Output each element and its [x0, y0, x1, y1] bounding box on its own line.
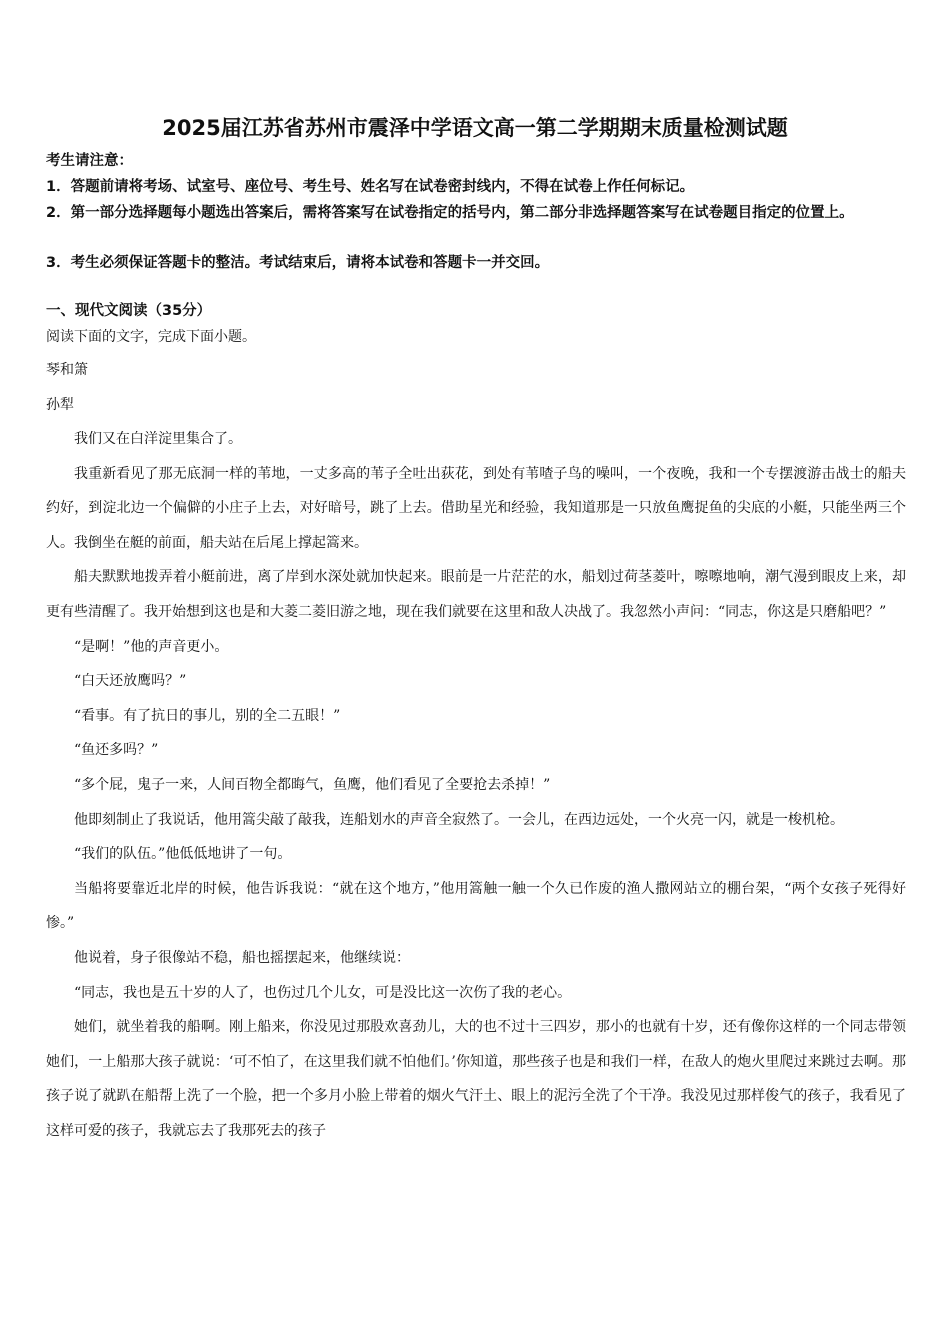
paragraph: “我们的队伍。”他低低地讲了一句。 [74, 846, 292, 863]
paragraph: 我重新看见了那无底洞一样的苇地，一丈多高的苇子全吐出荻花，到处有苇喳子鸟的噪叫，一个夜晚，我和一个专摆渡游击战士的船夫约好，到淀北边一个偏僻的小庄子上去，对好暗号，跳了上去。借助星光和经验，我知道那是一只放鱼鹰捉鱼的尖底的小艇，只能坐两三个人。我倒坐在艇的前面，船夫站在后尾上撑起篙来。 [46, 465, 906, 551]
paragraph: 我们又在白洋淀里集合了。 [74, 431, 242, 447]
reading-instruction: 阅读下面的文字，完成下面小题。 [46, 329, 256, 345]
notice-item-3: 3．考生必须保证答题卡的整洁。考试结束后，请将本试卷和答题卡一并交回。 [46, 255, 550, 271]
notice-item-1: 1．答题前请将考场、试室号、座位号、考生号、姓名写在试卷密封线内，不得在试卷上作任何标记。 [46, 179, 695, 195]
paragraph: 船夫默默地拨弄着小艇前进，离了岸到水深处就加快起来。眼前是一片茫茫的水，船划过荷茎菱叶，嚓嚓地响，潮气漫到眼皮上来，却更有些清醒了。我开始想到这也是和大菱二菱旧游之地，现在我们就要在这里和敌人决战了。我忽然小声问：“同志，你这是只磨船吧？” [46, 569, 906, 620]
paragraph: “是啊！”他的声音更小。 [74, 638, 229, 655]
paragraph: “同志，我也是五十岁的人了，也伤过几个儿女，可是没比这一次伤了我的老心。 [74, 984, 572, 1001]
notice-heading: 考生请注意： [46, 153, 133, 169]
paragraph: “看事。有了抗日的事儿，别的全二五眼！” [74, 707, 341, 724]
paragraph: 当船将要靠近北岸的时候，他告诉我说：“就在这个地方，”他用篙触一触一个久已作废的渔人撒网站立的棚台架，“两个女孩子死得好惨。” [46, 880, 906, 932]
passage-body [46, 422, 906, 1148]
section-heading: 一、现代文阅读（35分） [46, 303, 212, 319]
paragraph: “多个屁，鬼子一来，人间百物全都晦气，鱼鹰，他们看见了全要抢去杀掉！” [74, 776, 551, 793]
paragraph: “鱼还多吗？” [74, 742, 159, 759]
document-title: 2025届江苏省苏州市震泽中学语文高一第二学期期末质量检测试题 [162, 116, 788, 140]
paragraph: 她们，就坐着我的船啊。刚上船来，你没见过那股欢喜劲儿，大的也不过十三四岁，那小的也就有十岁，还有像你这样的一个同志带领她们，一上船那大孩子就说：‘可不怕了，在这里我们就不怕他们。’你知道，那些孩子也是和我们一样，在敌人的炮火里爬过来跳过去啊。那孩子说了就趴在船帮上洗了一个脸，把一个多月小脸上带着的烟火气汗土、眼上的泥污全洗了个干净。我没见过那样俊气的孩子，我看见了这样可爱的孩子，我就忘去了我那死去的孩子 [46, 1019, 906, 1139]
passage-author: 孙犁 [46, 397, 74, 413]
paragraph: 他即刻制止了我说话，他用篙尖敲了敲我，连船划水的声音全寂然了。一会儿，在西边远处，一个火亮一闪，就是一梭机枪。 [74, 811, 844, 828]
passage-title: 琴和箫 [46, 362, 88, 378]
paragraph: 他说着，身子很像站不稳，船也摇摆起来，他继续说： [74, 949, 410, 966]
paragraph: “白天还放鹰吗？” [74, 673, 187, 690]
notice-item-2: 2．第一部分选择题每小题选出答案后，需将答案写在试卷指定的括号内，第二部分非选择题答案写在试卷题目指定的位置上。 [46, 205, 854, 221]
